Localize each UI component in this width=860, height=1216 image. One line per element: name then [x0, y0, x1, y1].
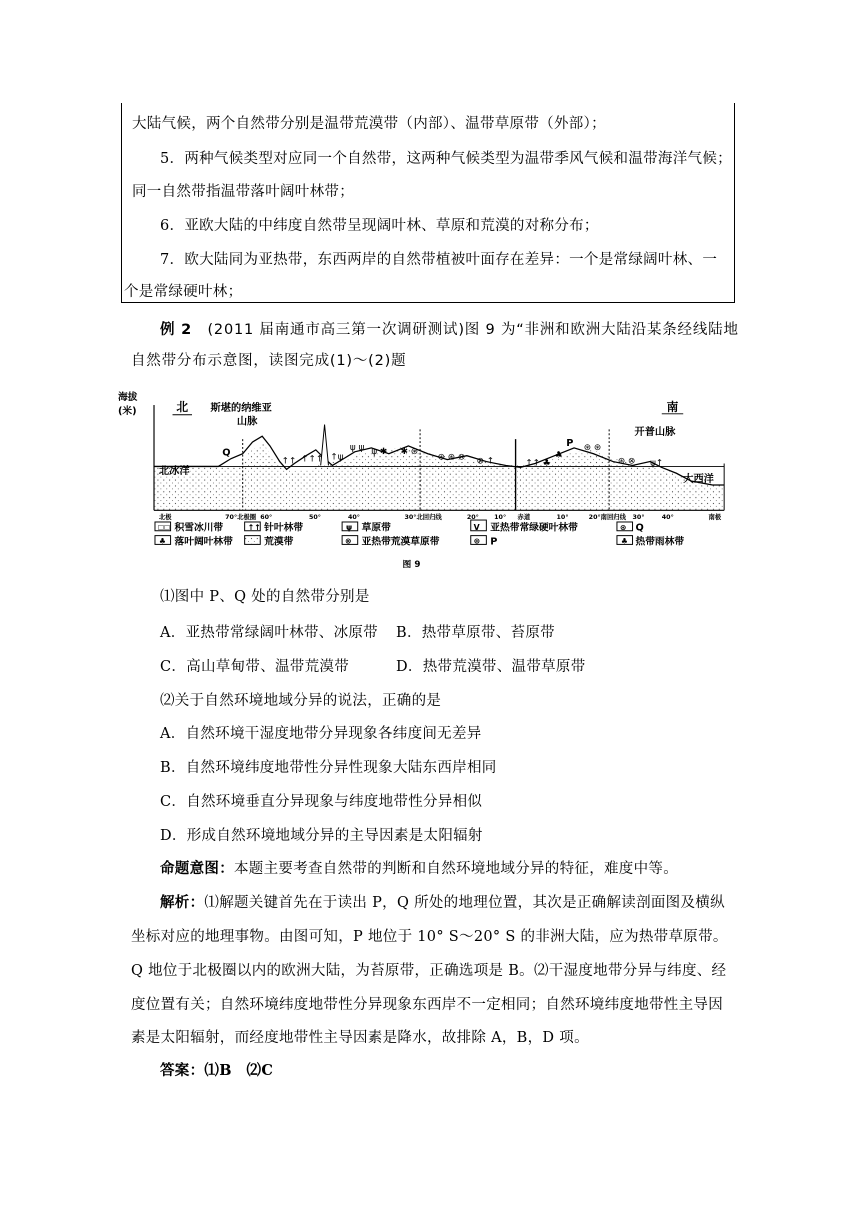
- x-tick: 北极: [158, 514, 172, 522]
- figure-9: [116, 383, 730, 583]
- ocean-right: 大西洋: [683, 474, 714, 486]
- svg-text:↑↑: ↑↑: [247, 522, 261, 532]
- svg-text:↑↑↑: ↑↑↑: [301, 454, 324, 465]
- answer-line: [160, 1059, 273, 1080]
- legend-label: P: [490, 536, 498, 548]
- svg-text:♣: ♣: [554, 450, 563, 461]
- x-tick: 南极: [708, 514, 722, 522]
- q2-option-d: D．形成自然环境地域分异的主导因素是太阳辐射: [160, 828, 483, 844]
- svg-text:↑↑: ↑↑: [281, 456, 297, 467]
- q1-option-a: A．亚热带常绿阔叶林带、冰原带: [160, 625, 378, 641]
- x-tick: 20°: [466, 514, 479, 522]
- north-label: 北: [176, 399, 189, 414]
- q1-option-d: D．热带荒漠带、温带草原带: [396, 659, 586, 675]
- legend-label: 亚热带荒漠草原带: [361, 536, 440, 548]
- x-tick: 40°: [661, 514, 674, 522]
- analysis-line-5: 素是太阳辐射，而经度地带性主导因素是降水，故排除 A，B，D 项。: [131, 1030, 589, 1046]
- x-tick: 20°南回归线: [588, 514, 626, 522]
- q2-option-b: B．自然环境纬度地带性分异性现象大陆东西岸相同: [160, 760, 497, 776]
- q-marker: Q: [222, 447, 231, 459]
- summary-box: [121, 103, 735, 303]
- svg-text:✱ ⊛: ✱ ⊛: [400, 446, 419, 457]
- y-label-1: 海拔: [117, 392, 138, 404]
- analysis-label: 解析：: [160, 894, 205, 911]
- legend-label: 积雪冰川带: [174, 522, 224, 534]
- legend-label: 亚热带常绿硬叶林带: [490, 522, 578, 534]
- svg-text:⊛ ⊛: ⊛ ⊛: [583, 442, 602, 453]
- svg-text:⊛ ⊛ ⊗: ⊛ ⊛ ⊗: [437, 452, 466, 463]
- intent-label: 命题意图：: [160, 860, 234, 877]
- answer-label: 答案：: [160, 1062, 205, 1079]
- box-line-1: 大陆气候，两个自然带分别是温带荒漠带（内部）、温带草原带（外部）；: [132, 116, 606, 132]
- svg-text:↑ψ: ↑ψ: [330, 452, 344, 463]
- box-line-6: 个是常绿硬叶林；: [124, 284, 243, 300]
- x-tick: 40°: [347, 514, 360, 522]
- q1-stem: ⑴图中 P、Q 处的自然带分别是: [160, 589, 370, 605]
- q2-stem: ⑵关于自然环境地域分异的说法，正确的是: [160, 693, 442, 709]
- svg-text:ψ↑: ψ↑: [650, 458, 664, 469]
- box-line-4: 6．亚欧大陆的中纬度自然带呈现阔叶林、草原和荒漠的对称分布；: [160, 218, 599, 234]
- svg-text:♣: ♣: [620, 536, 628, 546]
- box-line-2: 5．两种气候类型对应同一个自然带，这两种气候类型为温带季风气候和温带海洋气候；: [160, 151, 732, 167]
- intent-text: 本题主要考查自然带的判断和自然环境地域分异的特征，难度中等。: [234, 861, 678, 877]
- example-source: (2011 届南通市高三第一次调研测试): [207, 322, 465, 338]
- svg-text:↑↑ ♣: ↑↑ ♣: [525, 458, 551, 469]
- svg-text:Ⅴ: Ⅴ: [473, 522, 480, 532]
- svg-text:☐☐: ☐☐: [157, 523, 171, 532]
- svg-text:⊛ ⊗: ⊛ ⊗: [617, 456, 636, 467]
- legend-label: 落叶阔叶林带: [174, 536, 233, 548]
- mountain-left-1: 斯堪的纳维亚: [210, 402, 272, 414]
- intent-line: [160, 857, 678, 878]
- figure-caption: 图 9: [402, 559, 421, 570]
- svg-text:⊛: ⊛: [473, 536, 481, 546]
- x-tick: 10°: [494, 514, 507, 522]
- x-tick: 30°: [632, 514, 645, 522]
- example-line-1: [160, 318, 739, 339]
- y-label-2: (米): [117, 405, 137, 417]
- svg-text:⊗ ↑: ⊗ ↑: [476, 456, 495, 467]
- example-intro-2: 自然带分布示意图，读图完成(1)～(2)题: [131, 353, 407, 369]
- box-line-5: 7．欧大陆同为亚热带，东西两岸的自然带植被叶面存在差异：一个是常绿阔叶林、一: [160, 252, 718, 268]
- x-tick: 60°: [260, 514, 273, 522]
- svg-text:ψ: ψ: [346, 522, 353, 532]
- example-label: 例 2: [160, 322, 193, 338]
- analysis-line-2: 坐标对应的地理事物。由图可知，P 地位于 10° S～20° S 的非洲大陆，应为热带草原带。: [131, 929, 728, 945]
- legend-label: Q: [635, 522, 644, 534]
- q1-option-c: C．高山草甸带、温带荒漠带: [160, 659, 349, 675]
- svg-text:⊛: ⊛: [619, 522, 627, 532]
- mountain-right: 开普山脉: [634, 427, 676, 439]
- analysis-line-3: Q 地位于北极圈以内的欧洲大陆，为苔原带，正确选项是 B。⑵干湿度地带分异与纬度、经: [131, 963, 727, 979]
- x-tick: 赤道: [517, 514, 531, 522]
- south-label: 南: [666, 399, 679, 414]
- box-line-3: 同一自然带指温带落叶阔叶林带；: [132, 184, 354, 200]
- svg-text:⊗: ⊗: [345, 536, 352, 546]
- example-intro-1: 图 9 为“非洲和欧洲大陆沿某条经线陆地: [464, 322, 739, 338]
- mountain-left-2: 山脉: [236, 416, 258, 428]
- x-tick: 50°: [308, 514, 321, 522]
- legend-label: 荒漠带: [264, 536, 294, 548]
- analysis-line-1: [160, 891, 725, 912]
- svg-text:ψ ψ: ψ ψ: [349, 442, 365, 453]
- q1-option-b: B．热带草原带、苔原带: [396, 625, 555, 641]
- p-marker: P: [566, 437, 574, 449]
- legend-label: 草原带: [361, 522, 391, 534]
- x-tick: 30°北回归线: [404, 514, 442, 522]
- x-tick: 10°: [556, 514, 569, 522]
- svg-text:ψ ✱: ψ ✱: [371, 446, 388, 457]
- analysis-line-4: 度位置有关；自然环境纬度地带性分异现象东西岸不一定相同；自然环境纬度地带性主导因: [131, 997, 723, 1013]
- q2-option-a: A．自然环境干湿度地带分异现象各纬度间无差异: [160, 726, 482, 742]
- svg-text:♣: ♣: [158, 536, 166, 546]
- legend-label: 针叶林带: [264, 522, 304, 534]
- x-tick: 70°北极圈: [225, 514, 257, 522]
- legend-label: 热带雨林带: [635, 536, 685, 548]
- answer-text: ⑴B ⑵C: [204, 1062, 274, 1079]
- ocean-left: 北冰洋: [158, 466, 190, 478]
- analysis-text-1: ⑴解题关键首先在于读出 P，Q 所处的地理位置，其次是正确解读剖面图及横纵: [204, 895, 725, 911]
- q2-option-c: C．自然环境垂直分异现象与纬度地带性分异相似: [160, 794, 483, 810]
